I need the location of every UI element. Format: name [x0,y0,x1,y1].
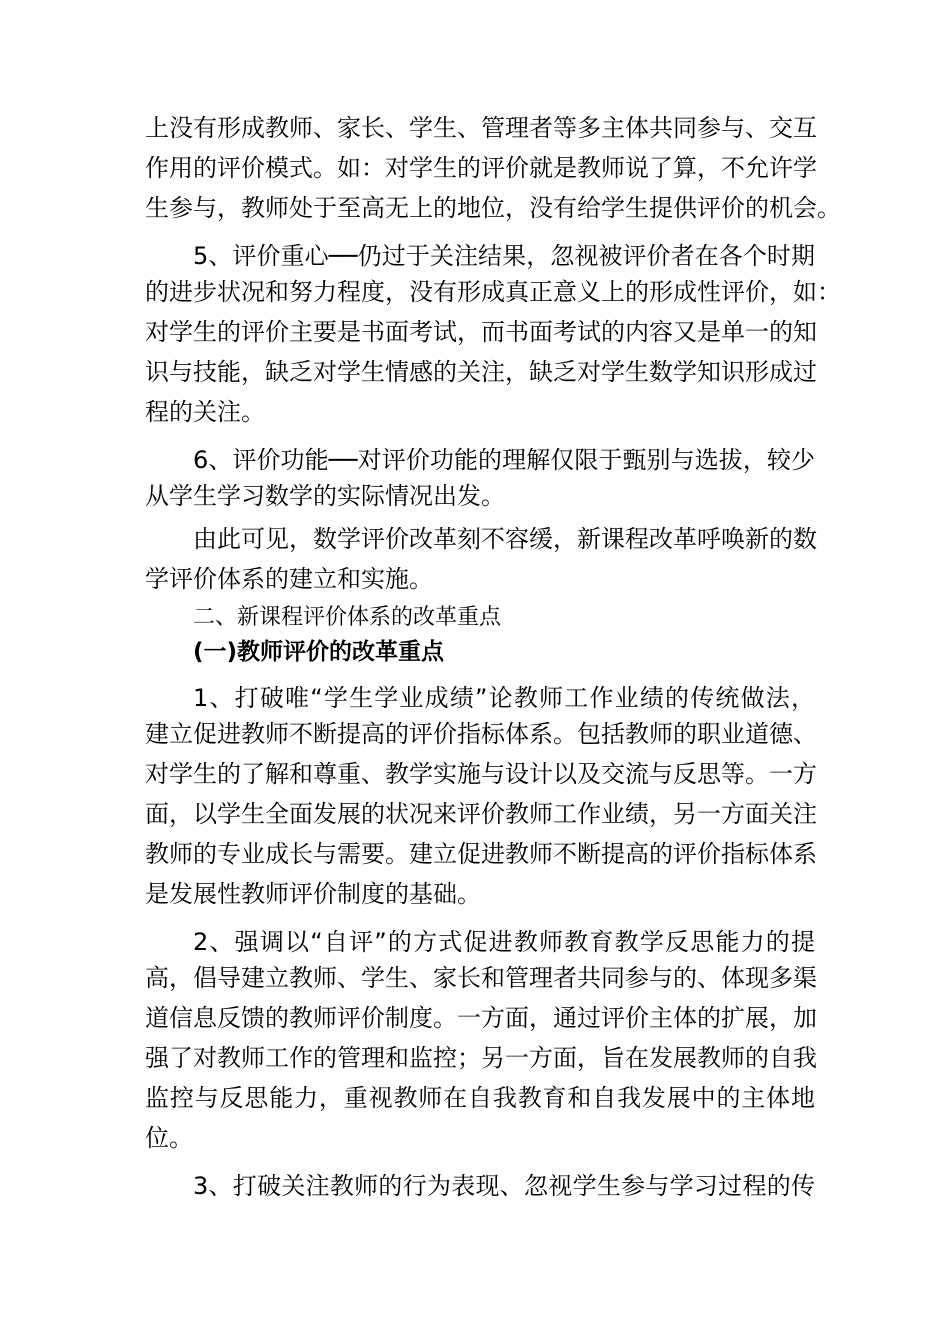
text-line: 监控与反思能力，重视教师在自我教育和自我发展中的主体地 [145,1084,815,1112]
text-line: 强了对教师工作的管理和监控；另一方面，旨在发展教师的自我 [145,1044,817,1072]
text-line: 识与技能，缺乏对学生情感的关注，缺乏对学生数学知识形成过 [145,358,817,386]
text-line: 从学生学习数学的实际情况出发。 [145,482,505,510]
text-line: 学评价体系的建立和实施。 [145,565,433,593]
text-line: 1、打破唯“学生学业成绩”论教师工作业绩的传统做法， [193,684,815,712]
text-line: 由此可见，数学评价改革刻不容缓，新课程改革呼唤新的数 [193,525,817,553]
text-line: 教师的专业成长与需要。建立促进教师不断提高的评价指标体系 [145,840,817,868]
text-line: 对学生的评价主要是书面考试，而书面考试的内容又是单一的知 [145,318,817,346]
text-line: 2、强调以“自评”的方式促进教师教育教学反思能力的提 [193,928,815,956]
text-line: 程的关注。 [145,398,265,426]
text-line: 上没有形成教师、家长、学生、管理者等多主体共同参与、交互 [145,114,817,142]
text-line: 3、打破关注教师的行为表现、忽视学生参与学习过程的传 [193,1172,815,1200]
text-line: 作用的评价模式。如：对学生的评价就是教师说了算，不允许学 [145,154,817,182]
text-line: 高，倡导建立教师、学生、家长和管理者共同参与的、体现多渠 [145,964,817,992]
text-line: 面，以学生全面发展的状况来评价教师工作业绩，另一方面关注 [145,800,817,828]
text-line: 建立促进教师不断提高的评价指标体系。包括教师的职业道德、 [145,720,817,748]
text-line: 5、评价重心──仍过于关注结果，忽视被评价者在各个时期 [193,242,815,270]
text-line: 对学生的了解和尊重、教学实施与设计以及交流与反思等。一方 [145,760,817,788]
text-line: 道信息反馈的教师评价制度。一方面，通过评价主体的扩展，加 [145,1004,817,1032]
text-line: 的进步状况和努力程度，没有形成真正意义上的形成性评价，如： [145,278,841,306]
text-line: 生参与，教师处于至高无上的地位，没有给学生提供评价的机会。 [145,194,841,222]
text-line: 6、评价功能──对评价功能的理解仅限于甄别与选拔，较少 [193,446,815,474]
text-line: 位。 [145,1124,193,1152]
subsection-heading: (一)教师评价的改革重点 [193,639,445,665]
section-heading: 二、新课程评价体系的改革重点 [193,605,502,630]
text-line: 是发展性教师评价制度的基础。 [145,880,481,908]
